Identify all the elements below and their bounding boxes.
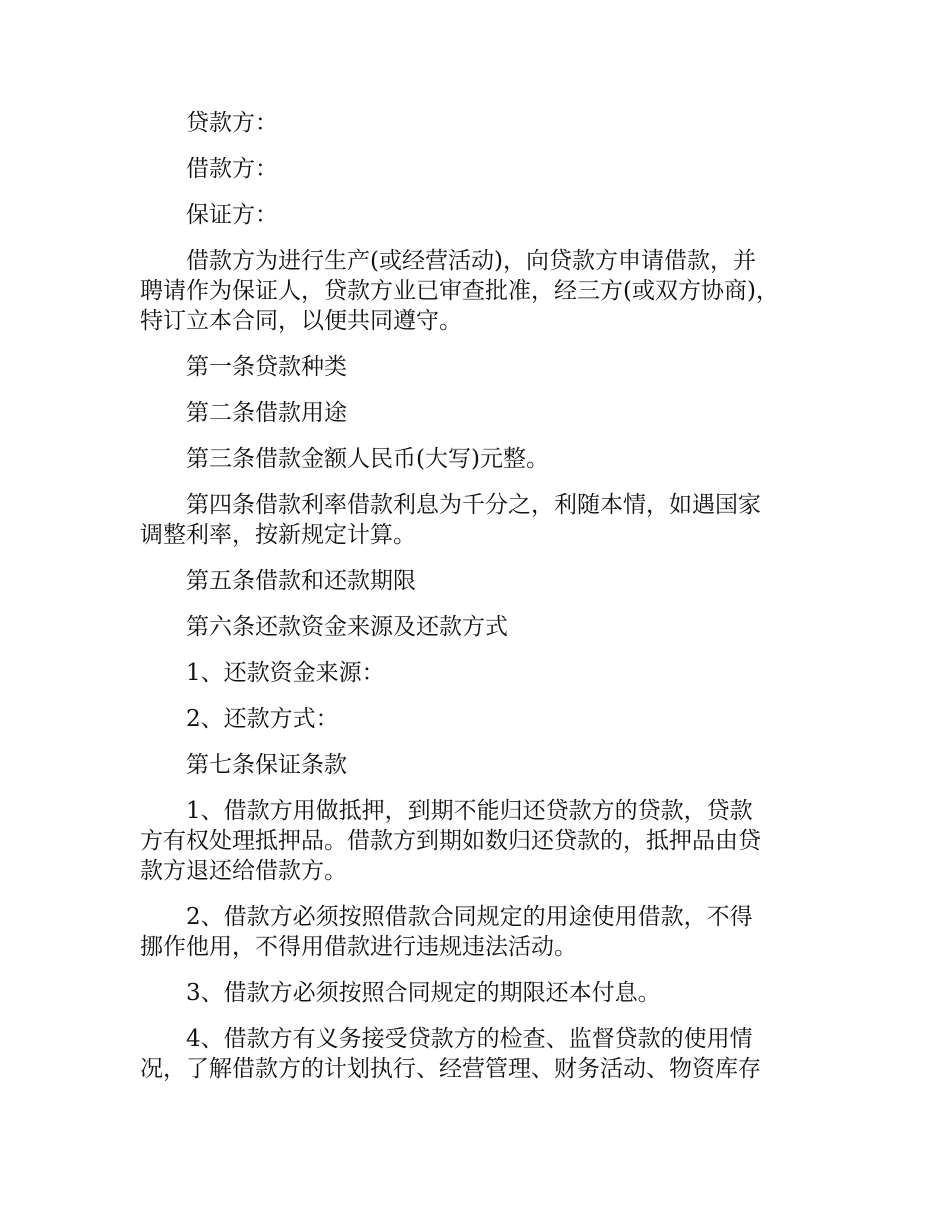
text-line: 第二条借款用途 [186,400,347,426]
paragraph-lender [140,108,816,138]
text-line: 第一条贷款种类 [186,354,347,380]
text-line: 第四条借款利率借款利息为千分之，利随本情，如遇国家 [186,492,761,518]
article-3-heading [140,444,816,474]
article-2-heading [140,398,816,428]
article-7-item-2 [140,902,816,962]
text-line: 贷款方： [186,110,278,136]
article-4-paragraph [140,490,816,550]
article-5-heading [140,566,816,596]
paragraph-borrower [140,154,816,184]
article-1-heading [140,352,816,382]
paragraph-preamble [140,246,816,336]
article-7-item-3 [140,978,816,1008]
text-line: 第五条借款和还款期限 [186,568,416,594]
article-6-item-2 [140,704,816,734]
text-line: 特订立本合同，以便共同遵守。 [140,308,462,334]
text-line: 保证方： [186,202,278,228]
article-6-item-1 [140,658,816,688]
article-7-item-4 [140,1024,816,1084]
text-line: 第三条借款金额人民币(大写)元整。 [186,446,549,472]
text-line: 方有权处理抵押品。借款方到期如数归还贷款的，抵押品由贷 [140,828,761,854]
text-line: 第六条还款资金来源及还款方式 [186,614,508,640]
text-line: 1、还款资金来源： [186,660,385,686]
text-line: 聘请作为保证人，贷款方业已审查批准，经三方(或双方协商)， [140,278,779,304]
text-line: 借款方为进行生产(或经营活动)，向贷款方申请借款，并 [186,248,756,274]
text-line: 况，了解借款方的计划执行、经营管理、财务活动、物资库存 [140,1056,761,1082]
article-7-heading [140,750,816,780]
text-line: 款方退还给借款方。 [140,858,347,884]
article-6-heading [140,612,816,642]
article-7-item-1 [140,796,816,886]
text-line: 1、借款方用做抵押，到期不能归还贷款方的贷款，贷款 [186,798,753,824]
text-line: 调整利率，按新规定计算。 [140,522,416,548]
text-line: 2、借款方必须按照借款合同规定的用途使用借款，不得 [186,904,753,930]
text-line: 第七条保证条款 [186,752,347,778]
text-line: 4、借款方有义务接受贷款方的检查、监督贷款的使用情 [186,1026,753,1052]
text-line: 挪作他用，不得用借款进行违规违法活动。 [140,934,577,960]
paragraph-guarantor [140,200,816,230]
text-line: 3、借款方必须按照合同规定的期限还本付息。 [186,980,661,1006]
document-body [140,108,816,1100]
text-line: 借款方： [186,156,278,182]
text-line: 2、还款方式： [186,706,339,732]
